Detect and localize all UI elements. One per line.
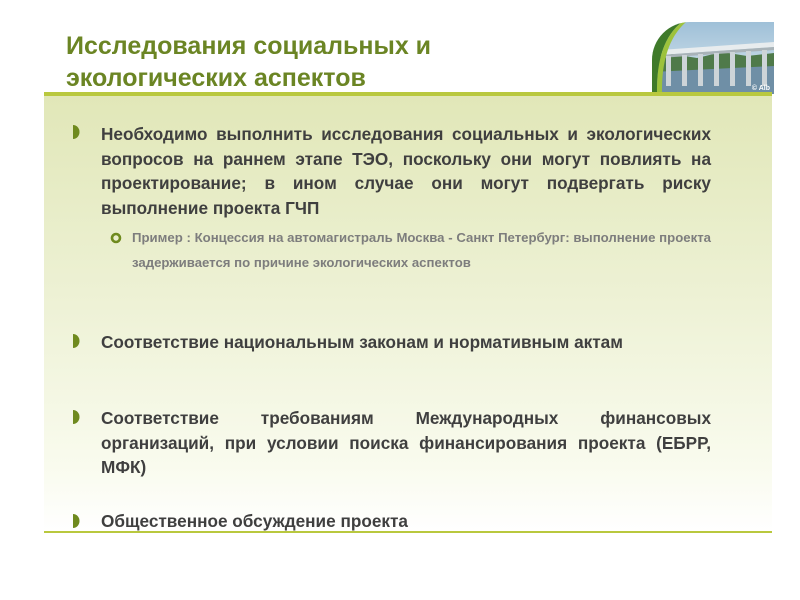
sub-bullet-text: Пример : Концессия на автомагистраль Москва - Санкт Петербург: выполнение проекта задерживается по причине экологических аспектов: [132, 230, 711, 270]
ring-bullet-icon: [110, 232, 122, 244]
bullet-text: Соответствие национальным законам и нормативным актам: [101, 332, 623, 352]
half-disc-bullet-icon: [72, 514, 84, 528]
half-disc-bullet-icon: [72, 410, 84, 424]
title-line: экологических аспектов: [66, 64, 366, 92]
bullet-text: Необходимо выполнить исследования социальных и экологических вопросов на раннем этапе ТЭО, поскольку они могут повлиять на проектирование; в ином случае они могут подвергать риску выполнение проекта ГЧП: [101, 124, 711, 218]
photo-credit: © Alb: [751, 85, 770, 92]
half-disc-bullet-icon: [72, 334, 84, 348]
slide-title: [66, 30, 626, 94]
bridge-image: [652, 22, 774, 94]
half-disc-bullet-icon: [72, 125, 84, 139]
bullet-text: Общественное обсуждение проекта: [101, 511, 408, 531]
bridge-photo: [652, 22, 774, 94]
bullet-text: Соответствие требованиям Международных финансовых организаций, при условии поиска финансирования проекта (ЕБРР, МФК): [101, 408, 711, 477]
title-line: Исследования социальных и: [66, 32, 432, 60]
